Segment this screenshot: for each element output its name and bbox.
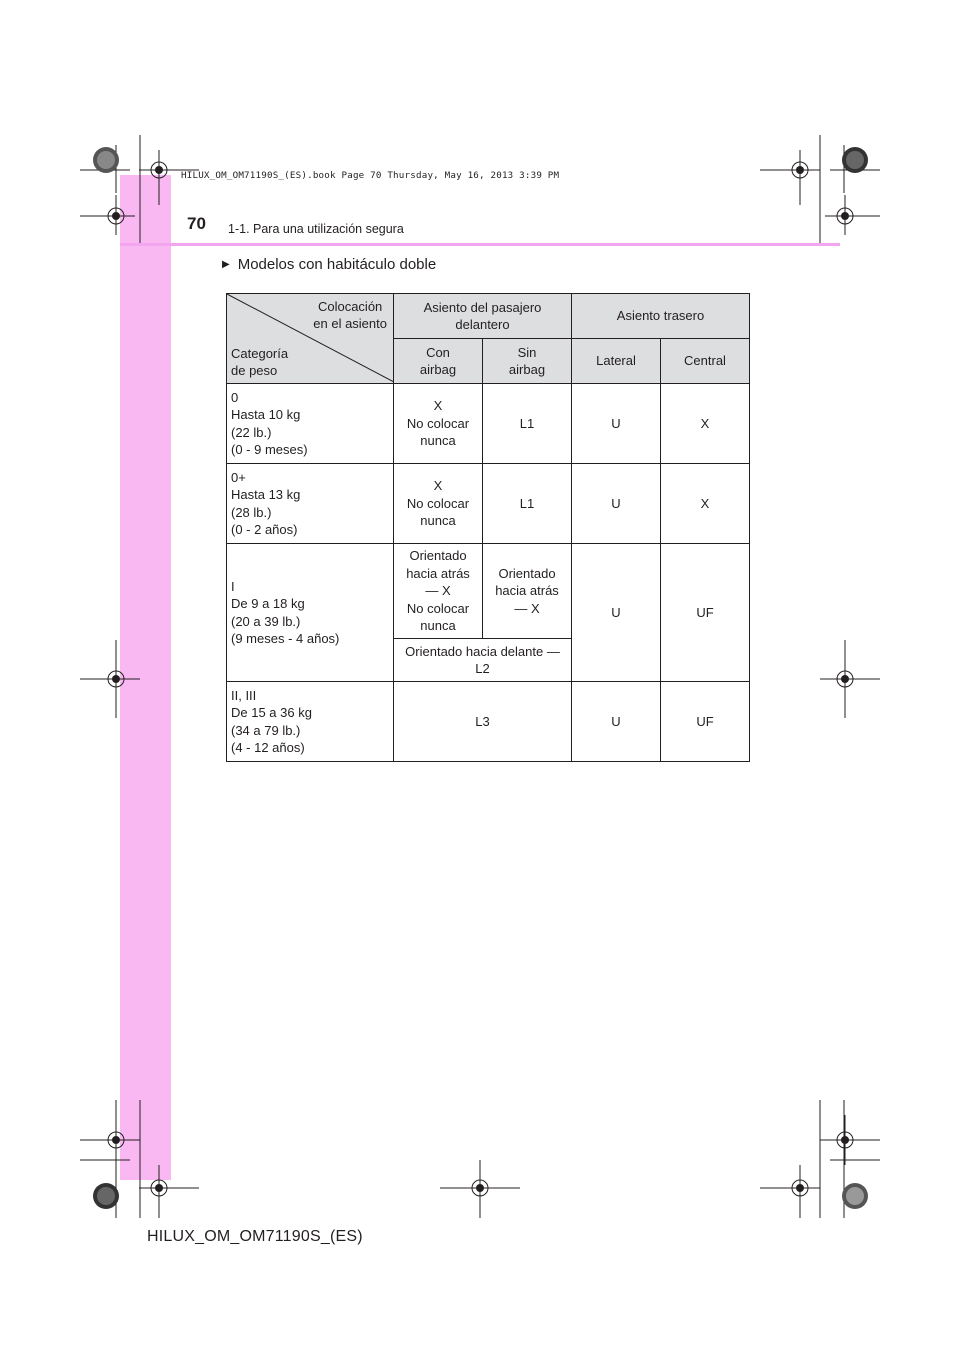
subheader-without-airbag: Sin airbag	[483, 339, 572, 384]
central-cell: UF	[661, 544, 750, 682]
with-airbag-cell: X No colocar nunca	[394, 464, 483, 544]
document-footer: HILUX_OM_OM71190S_(ES)	[147, 1228, 363, 1245]
triangle-bullet-icon: ▶	[222, 259, 230, 270]
without-airbag-cell: L1	[483, 384, 572, 464]
table-row	[227, 544, 750, 639]
book-stamp: HILUX_OM_OM71190S_(ES).book Page 70 Thursday, May 16, 2013 3:39 PM	[181, 170, 560, 181]
subheader-central: Central	[661, 339, 750, 384]
with-airbag-cell: Orientado hacia atrás — X No colocar nunca	[394, 544, 483, 639]
corner-weight-category-label: Categoría de peso	[231, 346, 289, 378]
weight-category-cell: II, III De 15 a 36 kg (34 a 79 lb.) (4 - 12 años)	[227, 682, 394, 762]
weight-category-cell: I De 9 a 18 kg (20 a 39 lb.) (9 meses - 4 años)	[227, 544, 394, 682]
table-corner-cell	[227, 294, 394, 384]
running-head: 1-1. Para una utilización segura	[228, 222, 404, 236]
weight-category-cell: 0 Hasta 10 kg (22 lb.) (0 - 9 meses)	[227, 384, 394, 464]
front-seat-cell: L3	[394, 682, 572, 762]
table-row	[227, 682, 750, 762]
child-seat-table	[226, 293, 750, 762]
header-rear-seat: Asiento trasero	[572, 294, 750, 339]
table-row	[227, 464, 750, 544]
lateral-cell: U	[572, 544, 661, 682]
corner-seat-position-label: Colocación en el asiento	[313, 299, 387, 331]
without-airbag-cell: Orientado hacia atrás — X	[483, 544, 572, 639]
lateral-cell: U	[572, 384, 661, 464]
with-airbag-cell: X No colocar nunca	[394, 384, 483, 464]
subheader-lateral: Lateral	[572, 339, 661, 384]
central-cell: X	[661, 384, 750, 464]
central-cell: UF	[661, 682, 750, 762]
central-cell: X	[661, 464, 750, 544]
weight-category-cell: 0+ Hasta 13 kg (28 lb.) (0 - 2 años)	[227, 464, 394, 544]
without-airbag-cell: L1	[483, 464, 572, 544]
lateral-cell: U	[572, 682, 661, 762]
table-row	[227, 384, 750, 464]
page-number: 70	[187, 214, 206, 233]
lateral-cell: U	[572, 464, 661, 544]
section-title-text: Modelos con habitáculo doble	[237, 256, 437, 273]
front-facing-cell: Orientado hacia delante — L2	[394, 639, 572, 682]
subheader-with-airbag: Con airbag	[394, 339, 483, 384]
header-front-passenger-seat: Asiento del pasajero delantero	[394, 294, 572, 339]
